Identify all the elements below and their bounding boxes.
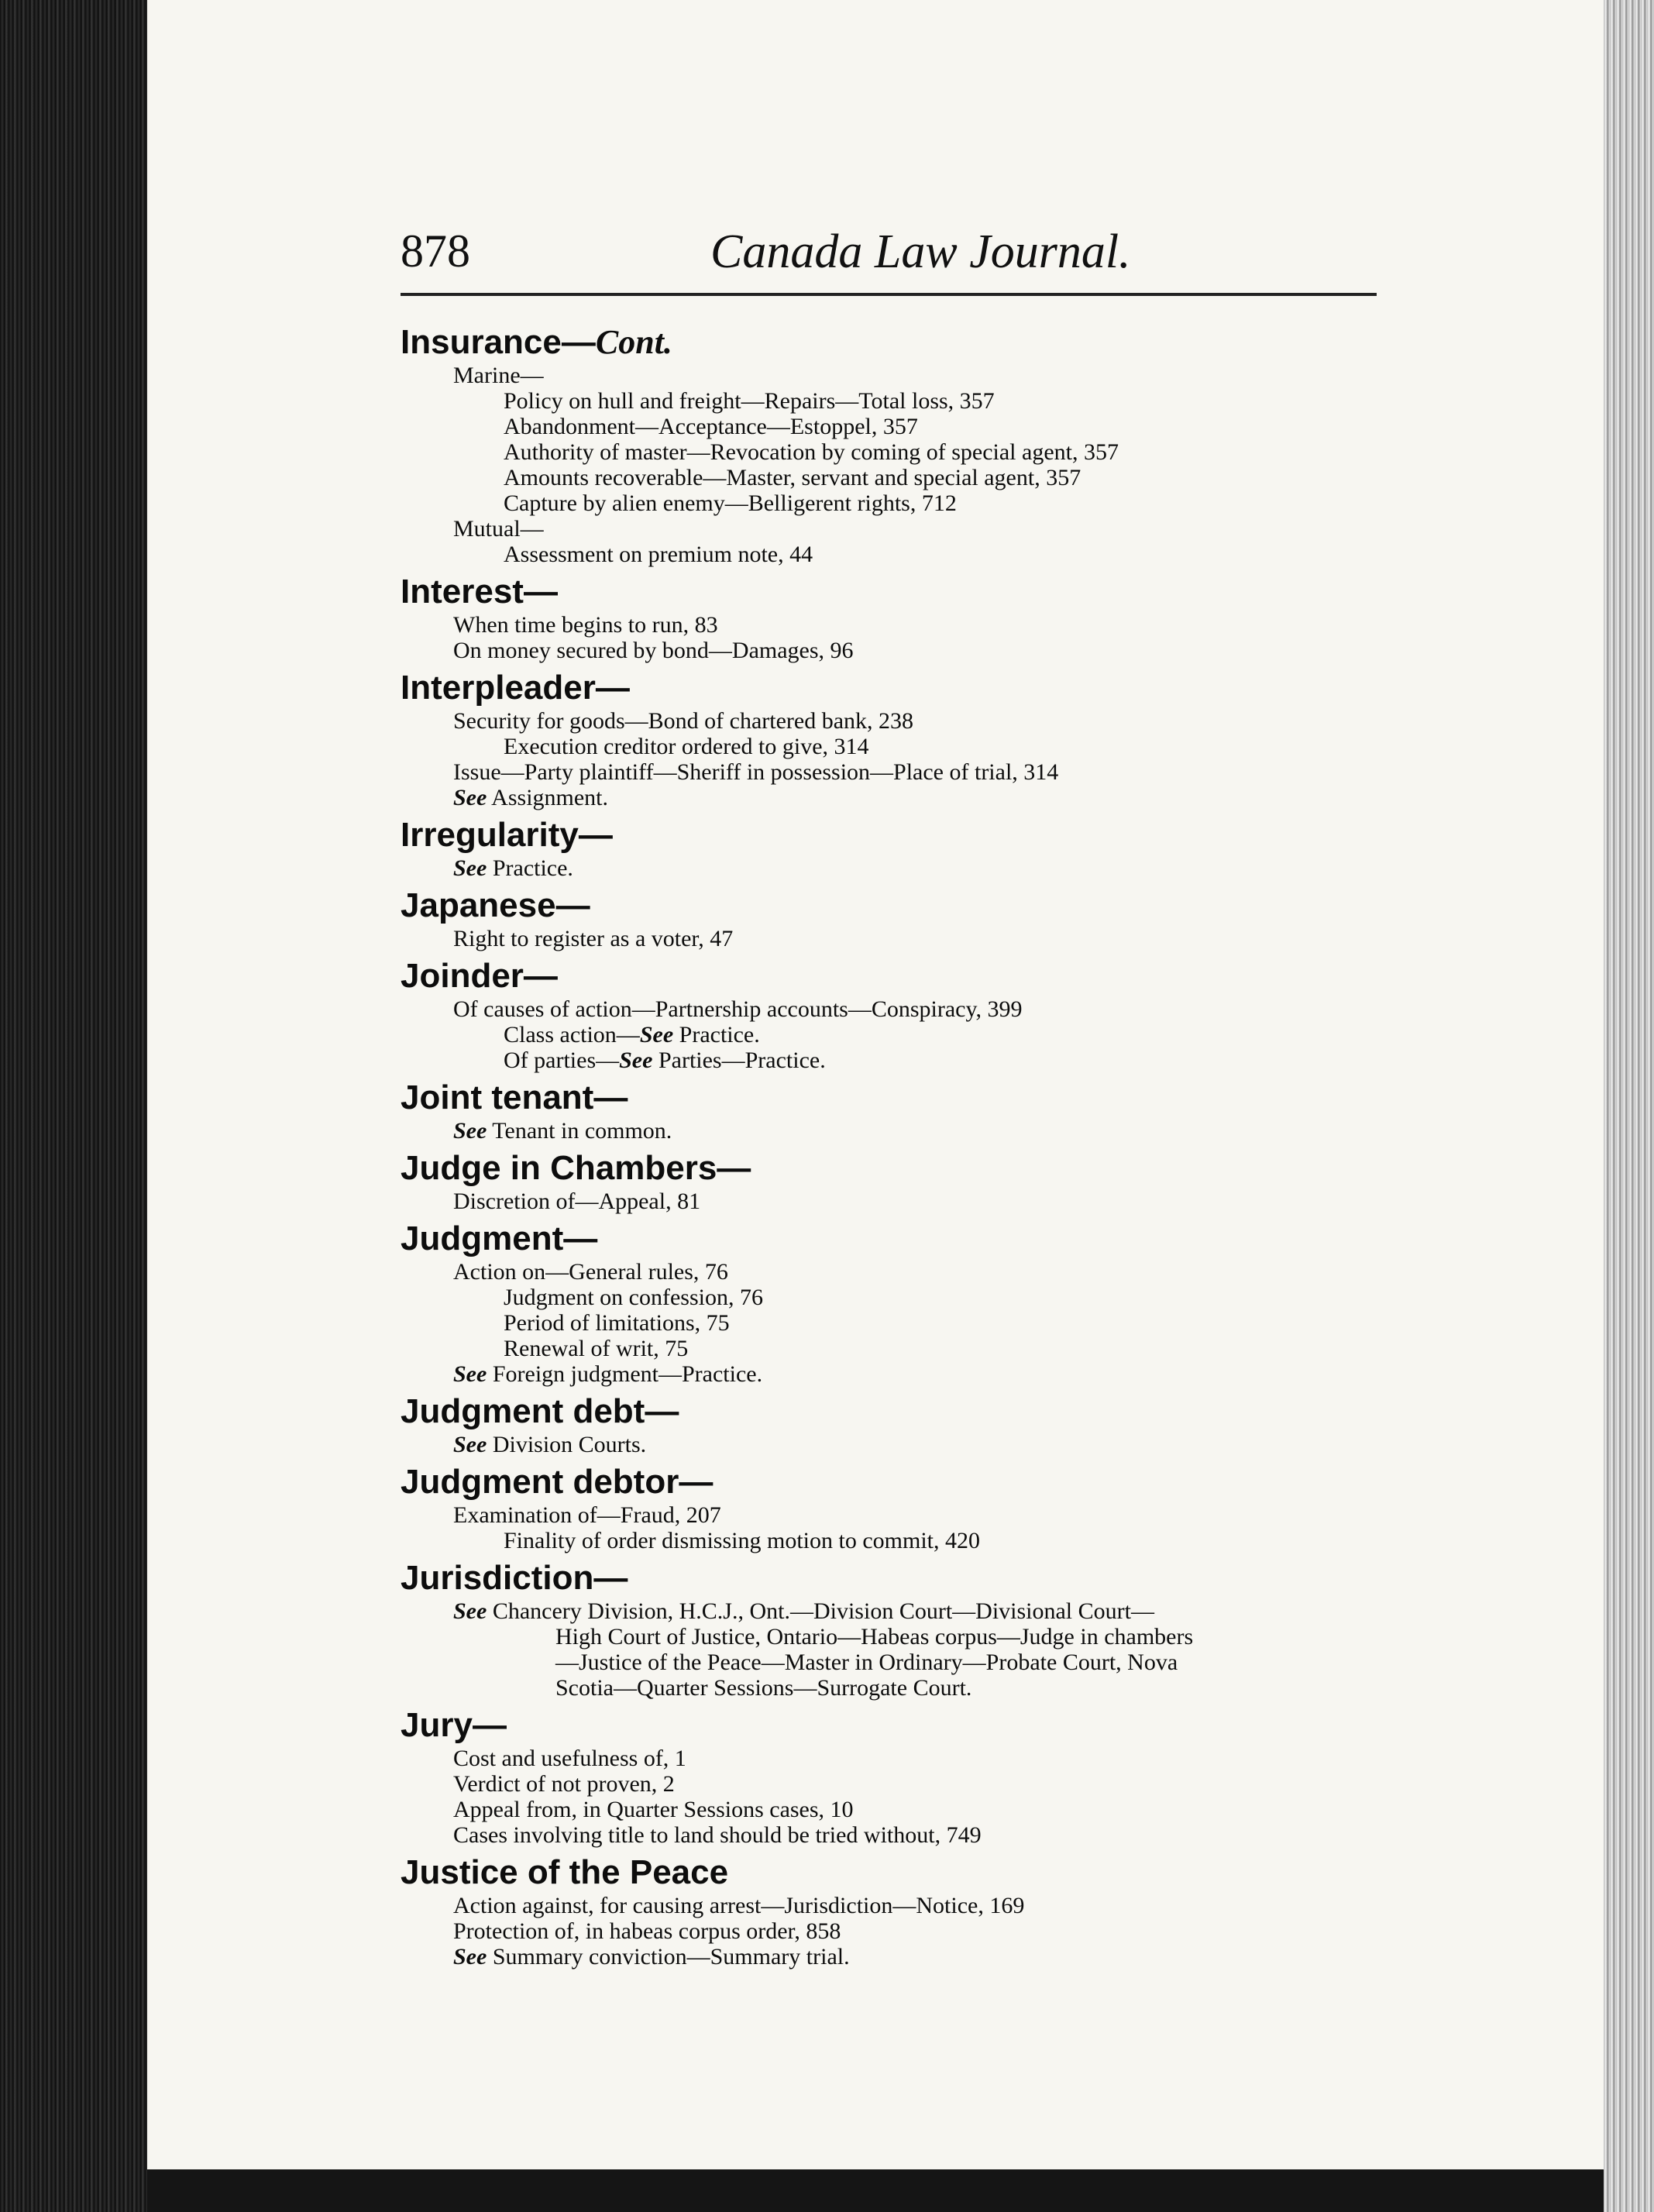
line-text: Policy on hull and freight—Repairs—Total loss, 357 [504, 388, 995, 414]
see-reference: See [453, 1598, 487, 1624]
line-text: Appeal from, in Quarter Sessions cases, 10 [453, 1797, 854, 1822]
index-line [401, 542, 1400, 567]
index-line [401, 1502, 1400, 1528]
index-entry [401, 815, 1400, 881]
line-text: Division Courts. [487, 1432, 647, 1457]
line-text: Judgment on confession, 76 [504, 1285, 763, 1310]
line-text: Mutual— [453, 516, 544, 542]
line-text: Security for goods—Bond of chartered bank, 238 [453, 708, 914, 734]
line-text: Assignment. [487, 785, 609, 810]
index-heading [401, 1219, 1400, 1259]
index-line [401, 516, 1400, 542]
index-line [401, 414, 1400, 439]
journal-title: Canada Law Journal. [710, 225, 1131, 278]
heading-text: Judge in Chambers— [401, 1149, 751, 1187]
line-text: Tenant in common. [487, 1118, 672, 1144]
index-entry [401, 322, 1400, 567]
see-reference: See [639, 1022, 674, 1048]
see-reference: See [453, 1118, 487, 1144]
line-text: Examination of—Fraud, 207 [453, 1502, 721, 1528]
line-text: Action on—General rules, 76 [453, 1259, 728, 1285]
line-text: Period of limitations, 75 [504, 1310, 730, 1336]
index-heading [401, 1148, 1400, 1189]
heading-suffix: Cont. [595, 323, 672, 361]
index-line [401, 1797, 1400, 1822]
index-line [401, 708, 1400, 734]
index-heading [401, 1392, 1400, 1432]
index-entry [401, 1462, 1400, 1553]
index-line [401, 1822, 1400, 1848]
line-text: Action against, for causing arrest—Jurisdiction—Notice, 169 [453, 1893, 1025, 1918]
index-heading [401, 572, 1400, 612]
index-heading [401, 1558, 1400, 1598]
index-line [401, 1893, 1400, 1918]
index-heading [401, 1705, 1400, 1746]
heading-text: Interpleader— [401, 669, 630, 707]
heading-text: Jurisdiction— [401, 1559, 628, 1597]
line-text: Practice. [487, 855, 573, 881]
index-entry [401, 668, 1400, 810]
index-line [401, 1022, 1400, 1048]
line-text: When time begins to run, 83 [453, 612, 718, 638]
heading-text: Joinder— [401, 957, 558, 995]
see-reference: See [453, 1944, 487, 1969]
index-entry [401, 956, 1400, 1073]
heading-text: Japanese— [401, 886, 590, 924]
index-entry [401, 886, 1400, 951]
index-entry [401, 1148, 1400, 1214]
index-line [401, 759, 1400, 785]
index-line [401, 734, 1400, 759]
line-text: Protection of, in habeas corpus order, 858 [453, 1918, 841, 1944]
index-heading [401, 668, 1400, 708]
heading-text: Interest— [401, 573, 558, 611]
heading-text: Joint tenant— [401, 1078, 628, 1116]
index-line [401, 1361, 1400, 1387]
index-line [401, 1528, 1400, 1553]
see-reference: See [453, 1432, 487, 1457]
index-line [401, 1259, 1400, 1285]
index-line [401, 1189, 1400, 1214]
line-text: Verdict of not proven, 2 [453, 1771, 675, 1797]
index-line [401, 388, 1400, 414]
line-text: Cost and usefulness of, 1 [453, 1746, 686, 1771]
line-text: Marine— [453, 363, 544, 388]
see-reference: See [453, 785, 487, 810]
index-line [401, 855, 1400, 881]
line-text: Execution creditor ordered to give, 314 [504, 734, 869, 759]
line-text: Issue—Party plaintiff—Sheriff in possession—Place of trial, 314 [453, 759, 1059, 785]
line-text: Abandonment—Acceptance—Estoppel, 357 [504, 414, 918, 439]
index-line [401, 996, 1400, 1022]
heading-text: Judgment debtor— [401, 1463, 714, 1501]
index-line [401, 926, 1400, 951]
page-header [401, 225, 1377, 287]
line-text: Summary conviction—Summary trial. [487, 1944, 850, 1969]
index-heading [401, 956, 1400, 996]
index-line [401, 1048, 1400, 1073]
index-heading [401, 886, 1400, 926]
index-heading [401, 322, 1400, 363]
index-line [401, 1746, 1400, 1771]
page-number: 878 [401, 225, 470, 277]
line-text: Assessment on premium note, 44 [504, 542, 813, 567]
line-text: Of parties— [504, 1048, 620, 1073]
index-entry [401, 1219, 1400, 1387]
see-reference: See [453, 855, 487, 881]
index-line [401, 1432, 1400, 1457]
index-line [401, 1944, 1400, 1969]
page-bottom-edge [147, 2169, 1604, 2212]
index-line [401, 1771, 1400, 1797]
heading-text: Irregularity— [401, 816, 613, 854]
index-line [401, 638, 1400, 663]
index-line [401, 1650, 1400, 1675]
index-line [401, 1675, 1400, 1701]
index-heading [401, 1853, 1400, 1893]
index-entry [401, 1705, 1400, 1848]
line-text: Chancery Division, H.C.J., Ont.—Division Court—Divisional Court— [487, 1598, 1154, 1624]
line-text: Practice. [673, 1022, 760, 1048]
index-line [401, 612, 1400, 638]
index-line [401, 1598, 1400, 1624]
see-reference: See [453, 1361, 487, 1387]
line-text: Cases involving title to land should be tried without, 749 [453, 1822, 982, 1848]
line-text: —Justice of the Peace—Master in Ordinary—Probate Court, Nova [555, 1650, 1178, 1675]
line-text: Of causes of action—Partnership accounts—Conspiracy, 399 [453, 996, 1023, 1022]
index-heading [401, 815, 1400, 855]
index-line [401, 439, 1400, 465]
index-line [401, 363, 1400, 388]
index-entries [401, 318, 1400, 1969]
line-text: Capture by alien enemy—Belligerent rights, 712 [504, 490, 957, 516]
index-line [401, 1310, 1400, 1336]
line-text: Class action— [504, 1022, 640, 1048]
line-text: Finality of order dismissing motion to commit, 420 [504, 1528, 980, 1553]
line-text: Parties—Practice. [652, 1048, 826, 1073]
index-line [401, 1336, 1400, 1361]
heading-text: Jury— [401, 1706, 507, 1744]
header-rule [401, 293, 1377, 296]
heading-text: Insurance— [401, 323, 596, 361]
line-text: Foreign judgment—Practice. [487, 1361, 763, 1387]
heading-text: Justice of the Peace [401, 1853, 729, 1891]
heading-text: Judgment debt— [401, 1392, 679, 1430]
index-line [401, 785, 1400, 810]
index-heading [401, 1078, 1400, 1118]
index-line [401, 1118, 1400, 1144]
line-text: Scotia—Quarter Sessions—Surrogate Court. [555, 1675, 972, 1701]
page-edge [1604, 0, 1654, 2212]
index-entry [401, 1853, 1400, 1969]
see-reference: See [619, 1048, 653, 1073]
line-text: Amounts recoverable—Master, servant and special agent, 357 [504, 465, 1081, 490]
line-text: Renewal of writ, 75 [504, 1336, 689, 1361]
line-text: Authority of master—Revocation by coming of special agent, 357 [504, 439, 1119, 465]
index-line [401, 1918, 1400, 1944]
index-entry [401, 572, 1400, 663]
index-line [401, 490, 1400, 516]
line-text: High Court of Justice, Ontario—Habeas corpus—Judge in chambers [555, 1624, 1194, 1650]
index-line [401, 1285, 1400, 1310]
index-entry [401, 1392, 1400, 1457]
index-line [401, 465, 1400, 490]
heading-text: Judgment— [401, 1220, 598, 1257]
book-gutter [0, 0, 147, 2212]
line-text: Discretion of—Appeal, 81 [453, 1189, 701, 1214]
index-line [401, 1624, 1400, 1650]
line-text: On money secured by bond—Damages, 96 [453, 638, 854, 663]
index-heading [401, 1462, 1400, 1502]
index-entry [401, 1558, 1400, 1701]
line-text: Right to register as a voter, 47 [453, 926, 734, 951]
index-entry [401, 1078, 1400, 1144]
